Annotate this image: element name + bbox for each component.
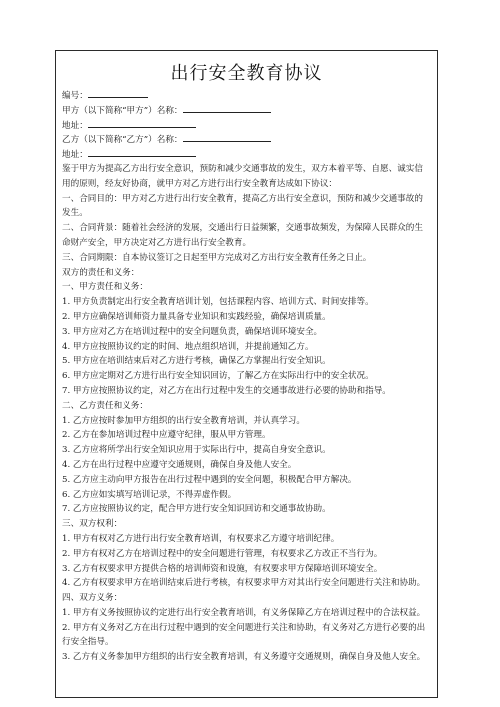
list-item: 4. 乙方有权要求甲方在培训结束后进行考核，有权要求甲方对其出行安全问题进行关注和协助。 (62, 578, 426, 589)
list-item: 4. 甲方应按照协议约定的时间、地点组织培训，并提前通知乙方。 (62, 341, 314, 352)
party-a-row (62, 103, 431, 118)
list-item: 7. 甲方应按照协议约定，对乙方在出行过程中发生的交通事故进行必要的协助和指导。 (62, 385, 391, 396)
address-b-row (62, 147, 431, 162)
list-item: 1. 甲方有权对乙方进行出行安全教育培训，有权要求乙方遵守培训纪律。 (62, 533, 340, 544)
document-body (62, 88, 431, 665)
list-item: 5. 乙方应主动向甲方报告在出行过程中遇到的安全问题，积极配合甲方解决。 (62, 474, 357, 485)
contract-number-blank (88, 88, 148, 98)
list-item: 2. 乙方在参加培训过程中应遵守纪律，服从甲方管理。 (62, 430, 271, 441)
address-a-blank (88, 118, 196, 128)
address-b-blank (88, 147, 196, 157)
list-item: 1. 甲方负责制定出行安全教育培训计划，包括课程内容、培训方式、时间安排等。 (62, 297, 374, 308)
party-b-label: 乙方（以下简称“乙方”）名称： (62, 135, 183, 146)
party-a-label: 甲方（以下简称“甲方”）名称： (62, 105, 183, 116)
list-item: 3. 乙方应将所学出行安全知识应用于实际出行中，提高自身安全意识。 (62, 445, 331, 456)
responsibilities-heading: 双方的责任和义务： (62, 267, 140, 278)
list-item: 1. 乙方应按时参加甲方组织的出行安全教育培训，并认真学习。 (62, 415, 305, 426)
address-a-label: 地址： (62, 120, 88, 131)
document-title: 出行安全教育协议 (170, 63, 323, 84)
document-frame (55, 50, 438, 698)
address-b-label: 地址： (62, 150, 88, 161)
party-b-row (62, 132, 431, 147)
list-item: 3. 乙方有权要求甲方提供合格的培训师资和设施，有权要求甲方保障培训环境安全。 (62, 563, 383, 574)
party-b-blank (183, 132, 271, 142)
list-item: 2. 甲方应确保培训师资力量具备专业知识和实践经验，确保培训质量。 (62, 311, 331, 322)
clause-term: 三、合同期限：自本协议签订之日起至甲方完成对乙方出行安全教育任务之日止。 (62, 252, 372, 263)
list-item: 5. 甲方应在培训结束后对乙方进行考核，确保乙方掌握出行安全知识。 (62, 356, 331, 367)
contract-number-row (62, 88, 431, 103)
party-b-duties-heading: 二、乙方责任和义务： (62, 400, 148, 411)
obligations-heading: 四、双方义务： (62, 593, 123, 604)
party-a-duties-heading: 一、甲方责任和义务： (62, 282, 148, 293)
clause-background: 二、合同背景：随着社会经济的发展，交通出行日益频繁，交通事故频发，为保障人民群众的生命财产安全，甲方决定对乙方进行出行安全教育。 (62, 223, 423, 248)
list-item: 7. 乙方应按照协议约定，配合甲方进行安全知识回访和交通事故协助。 (62, 504, 331, 515)
list-item: 1. 甲方有义务按照协议约定进行出行安全教育培训，有义务保障乙方在培训过程中的合法权益。 (62, 607, 426, 618)
list-item: 2. 甲方有义务对乙方在出行过程中遇到的安全问题进行关注和协助，有义务对乙方进行必要的出行安全指导。 (62, 622, 426, 648)
list-item: 3. 甲方应对乙方在培训过程中的安全问题负责，确保培训环境安全。 (62, 326, 323, 337)
intro-paragraph: 鉴于甲方为提高乙方出行安全意识，预防和减少交通事故的发生，双方本着平等、自愿、诚实信用的原则，经友好协商，就甲方对乙方进行出行安全教育达成如下协议： (62, 163, 423, 189)
list-item: 4. 乙方在出行过程中应遵守交通规则，确保自身及他人安全。 (62, 459, 297, 470)
list-item: 6. 甲方应定期对乙方进行出行安全知识回访，了解乙方在实际出行中的安全状况。 (62, 371, 374, 382)
contract-number-label: 编号： (62, 91, 88, 101)
list-item: 3. 乙方有义务参加甲方组织的出行安全教育培训，有义务遵守交通规则，确保自身及他人安全。 (62, 652, 426, 663)
party-a-blank (183, 103, 271, 113)
list-item: 2. 甲方有权对乙方在培训过程中的安全问题进行管理，有权要求乙方改正不当行为。 (62, 548, 383, 559)
clause-purpose: 一、合同目的：甲方对乙方进行出行安全教育，提高乙方出行安全意识，预防和减少交通事故的发生。 (62, 193, 423, 219)
rights-heading: 三、双方权利： (62, 519, 123, 530)
list-item: 6. 乙方应如实填写培训记录，不得弄虚作假。 (62, 489, 237, 500)
address-a-row (62, 118, 431, 133)
